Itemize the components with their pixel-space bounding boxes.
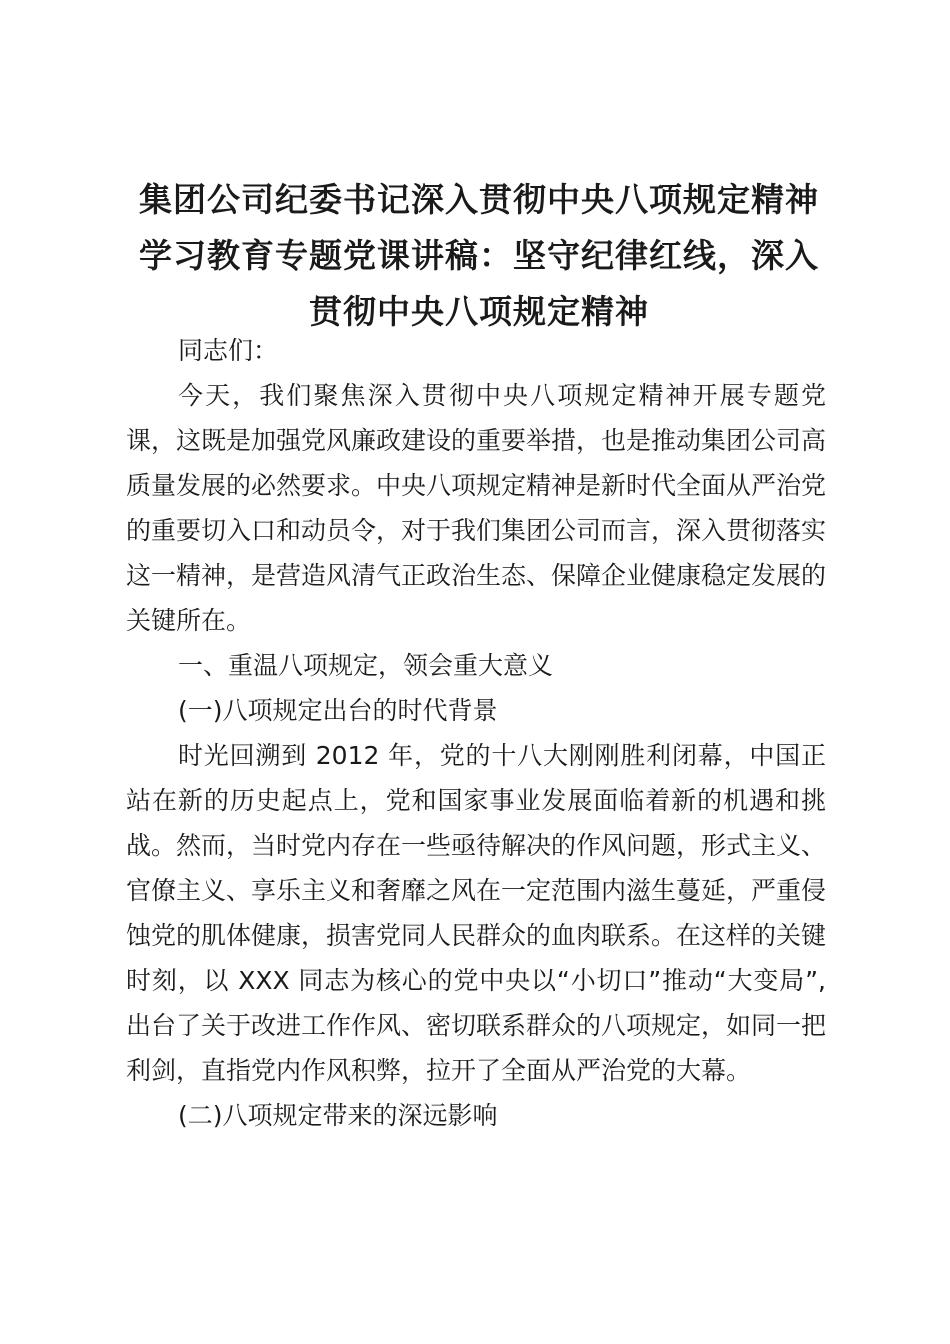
document-title: 集团公司纪委书记深入贯彻中央八项规定精神学习教育专题党课讲稿：坚守纪律红线，深入贯彻中央八项规定精神 [139, 180, 819, 331]
section-heading-1: 一、重温八项规定，领会重大意义 [178, 651, 554, 680]
subsection-heading-1: (一)八项规定出台的时代背景 [178, 696, 498, 725]
background-paragraph: 时光回溯到 2012 年，党的十八大刚刚胜利闭幕，中国正站在新的历史起点上，党和国家事业发展面临着新的机遇和挑战。然而，当时党内存在一些亟待解决的作风问题，形式主义、官僚主义、享乐主义和奢靡之风在一定范围内滋生蔓延，严重侵蚀党的肌体健康，损害党同人民群众的血肉联系。在这样的关键时刻，以 XXX 同志为核心的党中央以“小切口”推动“大变局”,出台了关于改进工作作风、密切联系群众的八项规定，如同一把利剑，直指党内作风积弊，拉开了全面从严治党的大幕。 [126, 741, 827, 1085]
document-body [126, 328, 826, 1138]
salutation: 同志们： [178, 336, 279, 365]
subsection-heading-2: (二)八项规定带来的深远影响 [178, 1101, 498, 1130]
intro-paragraph: 今天，我们聚焦深入贯彻中央八项规定精神开展专题党课，这既是加强党风廉政建设的重要举措，也是推动集团公司高质量发展的必然要求。中央八项规定精神是新时代全面从严治党的重要切入口和动员令，对于我们集团公司而言，深入贯彻落实这一精神，是营造风清气正政治生态、保障企业健康稳定发展的关键所在。 [126, 381, 827, 635]
